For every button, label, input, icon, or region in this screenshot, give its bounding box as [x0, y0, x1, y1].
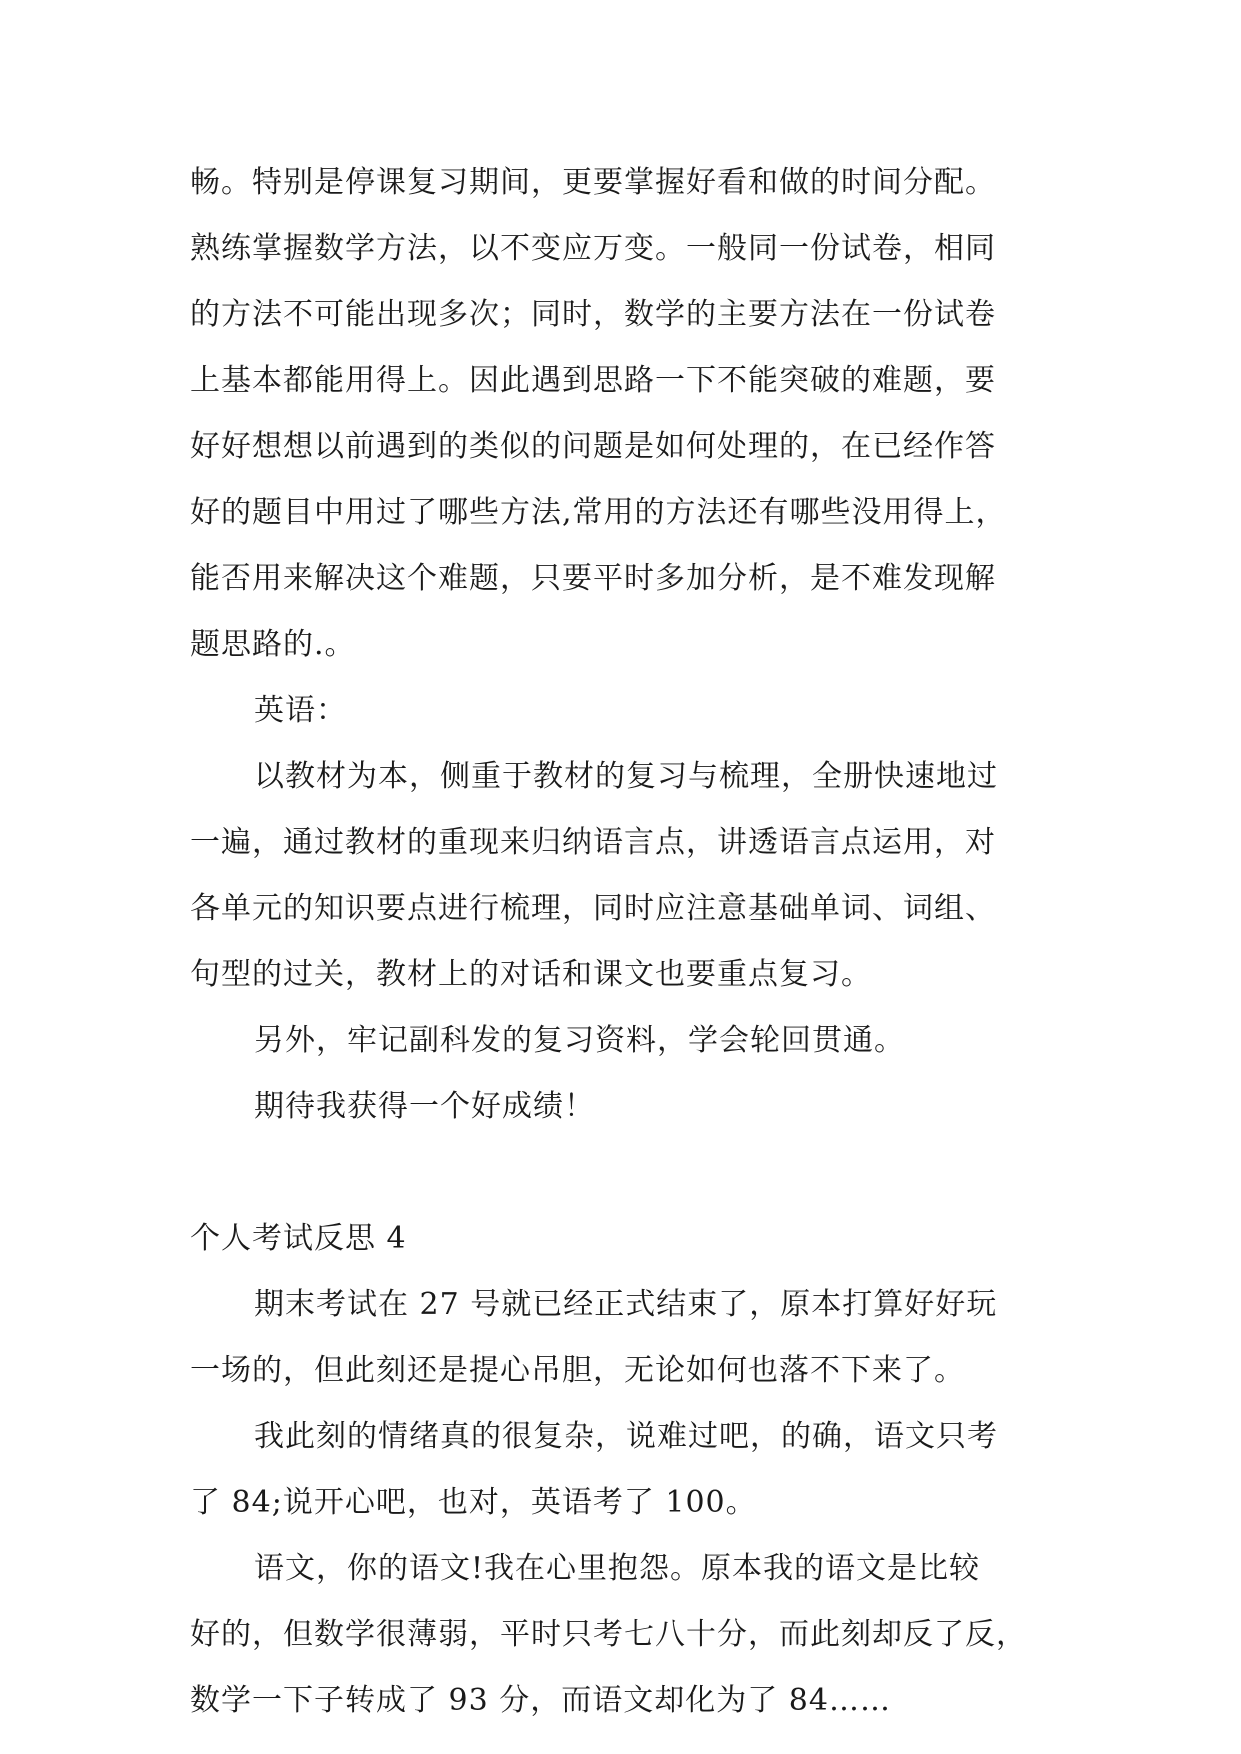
extra-paragraph: 另外，牢记副科发的复习资料，学会轮回贯通。 [254, 1023, 905, 1058]
math-paragraph-continued [190, 150, 1070, 678]
section-spacer [190, 1140, 1070, 1206]
text-line: 一遍，通过教材的重现来归纳语言点，讲透语言点运用，对 [190, 825, 996, 860]
document-body [190, 150, 1070, 1734]
text-line: 题思路的.。 [190, 627, 356, 662]
text-line: 好的题目中用过了哪些方法,常用的方法还有哪些没用得上， [190, 495, 1007, 530]
text-line: 句型的过关，教材上的对话和课文也要重点复习。 [190, 957, 872, 992]
english-paragraph [190, 744, 1070, 1008]
text-line: 熟练掌握数学方法，以不变应万变。一般同一份试卷，相同 [190, 231, 996, 266]
text-line: 一场的，但此刻还是提心吊胆，无论如何也落不下来了。 [190, 1353, 965, 1388]
english-subject-label: 英语： [254, 693, 347, 728]
section4-paragraph-2 [190, 1404, 1070, 1536]
text-line: 上基本都能用得上。因此遇到思路一下不能突破的难题，要 [190, 363, 996, 398]
section4-paragraph-3 [190, 1536, 1070, 1734]
section4-paragraph-1 [190, 1272, 1070, 1404]
text-line: 好好想想以前遇到的类似的问题是如何处理的，在已经作答 [190, 429, 996, 464]
text-line: 好的，但数学很薄弱，平时只考七八十分，而此刻却反了反， [190, 1617, 1027, 1652]
text-line: 数学一下子转成了 93 分，而语文却化为了 84…… [190, 1683, 891, 1718]
text-line: 以教材为本，侧重于教材的复习与梳理，全册快速地过 [254, 759, 998, 794]
text-line: 畅。特别是停课复习期间，更要掌握好看和做的时间分配。 [190, 165, 996, 200]
text-line: 了 84;说开心吧，也对，英语考了 100。 [190, 1485, 757, 1520]
closing-paragraph: 期待我获得一个好成绩！ [254, 1089, 595, 1124]
text-line: 语文，你的语文!我在心里抱怨。原本我的语文是比较 [254, 1551, 981, 1586]
text-line: 我此刻的情绪真的很复杂，说难过吧，的确，语文只考 [254, 1419, 998, 1454]
section-title: 个人考试反思 4 [190, 1221, 407, 1256]
text-line: 的方法不可能出现多次；同时，数学的主要方法在一份试卷 [190, 297, 996, 332]
text-line: 期末考试在 27 号就已经正式结束了，原本打算好好玩 [254, 1287, 998, 1322]
text-line: 能否用来解决这个难题，只要平时多加分析，是不难发现解 [190, 561, 996, 596]
text-line: 各单元的知识要点进行梳理，同时应注意基础单词、词组、 [190, 891, 996, 926]
